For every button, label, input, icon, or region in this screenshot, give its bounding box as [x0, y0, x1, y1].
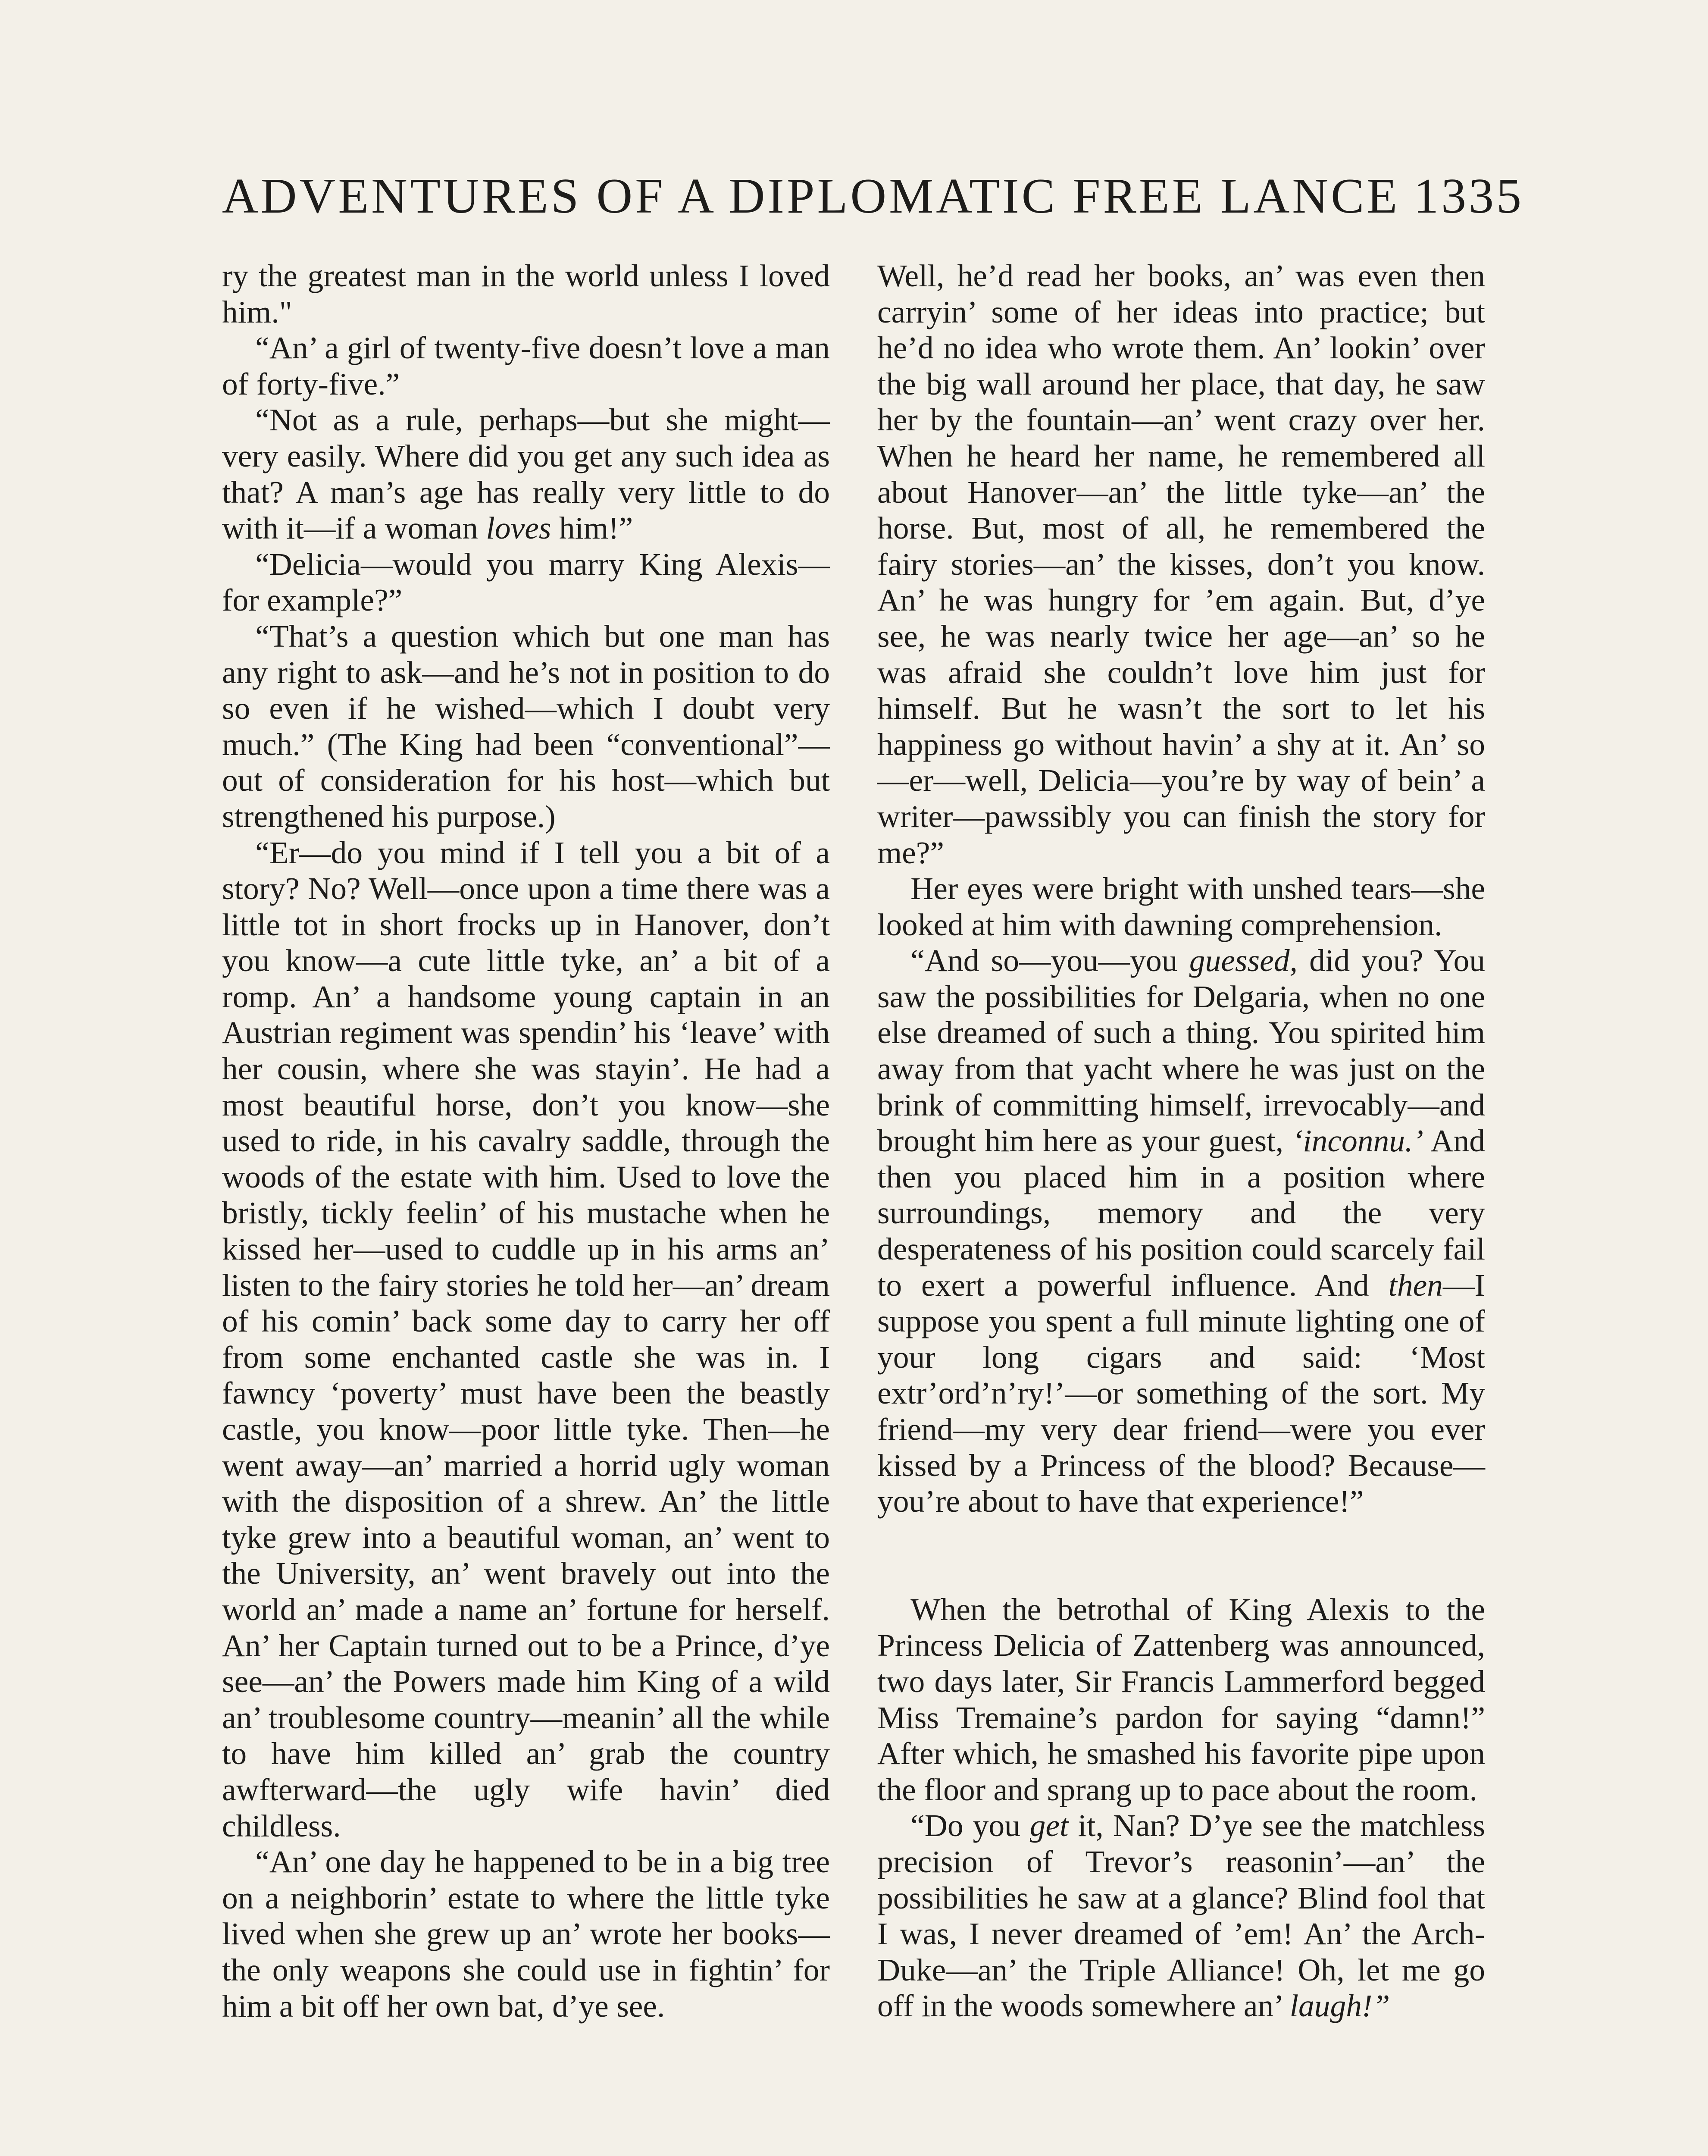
paragraph: Her eyes were bright with unshed tears—she looked at him with dawning comprehension. — [877, 871, 1485, 942]
italic-text: ‘inconnu.’ — [1292, 1123, 1423, 1159]
paragraph: “That’s a question which but one man has any right to ask—and he’s not in position to do so even if he wished—which I doubt very much.” (The King had been “conventional”—out of consideration for his host—which but strengthened his purpose.) — [222, 618, 830, 834]
text-run: him!” — [551, 511, 633, 546]
right-column — [877, 258, 1485, 2024]
paragraph: “An’ a girl of twenty-five doesn’t love a man of forty-five.” — [222, 330, 830, 401]
paragraph: “Er—do you mind if I tell you a bit of a story? No? Well—once upon a time there was a little tot in short frocks up in Hanover, don’t you know—a cute little tyke, an’ a bit of a romp. An’ a handsome young captain in an Austrian regiment was spendin’ his ‘leave’ with her cousin, where she was stayin’. He had a most beautiful horse, don’t you know—she used to ride, in his cavalry saddle, through the woods of the estate with him. Used to love the bristly, tickly feelin’ of his mustache when he kissed her—used to cuddle up in his arms an’ listen to the fairy stories he told her—an’ dream of his comin’ back some day to carry her off from some enchanted castle she was in. I fawncy ‘poverty’ must have been the beastly castle, you know—poor little tyke. Then—he went away—an’ married a horrid ugly woman with the disposition of a shrew. An’ the little tyke grew into a beautiful woman, an’ went to the University, an’ went bravely out into the world an’ made a name an’ fortune for herself. An’ her Captain turned out to be a Prince, d’ye see—an’ the Powers made him King of a wild an’ troublesome country—meanin’ all the while to have him killed an’ grab the country awfterward—the ugly wife havin’ died childless. — [222, 835, 830, 1843]
italic-text: laugh!” — [1289, 1988, 1390, 2024]
italic-text: get — [1029, 1808, 1069, 1843]
paragraph — [877, 1808, 1485, 2024]
text-run: And then you placed him in a position where surroundings, memory and the very desperateness of his position could scarcely fail to exert a powerful influence. And — [877, 1123, 1485, 1303]
page-number: 1335 — [1414, 168, 1524, 224]
text-run: “And so—you—you — [910, 943, 1189, 978]
running-title: ADVENTURES OF A DIPLOMATIC FREE LANCE — [222, 168, 1400, 224]
paragraph: Well, he’d read her books, an’ was even then carryin’ some of her ideas into practice; but he’d no idea who wrote them. An’ lookin’ over the big wall around her place, that day, he saw her by the fountain—an’ went crazy over her. When he heard her name, he remembered all about Hanover—an’ the little tyke—an’ the horse. But, most of all, he remembered the fairy stories—an’ the kisses, don’t you know. An’ he was hungry for ’em again. But, d’ye see, he was nearly twice her age—an’ so he was afraid she couldn’t love him just for himself. But he wasn’t the sort to let his happiness go without havin’ a shy at it. An’ so—er—well, Delicia—you’re by way of bein’ a writer—pawssibly you can finish the story for me?” — [877, 258, 1485, 870]
left-column — [222, 258, 830, 2024]
paragraph — [222, 402, 830, 546]
text-run: —I suppose you spent a full minute lighting one of your long cigars and said: ‘Most extr’ord’n’ry!’—or something of the sort. My friend—my very dear friend—were you ever kissed by a Princess of the blood? Because—you’re about to have that experience!” — [877, 1267, 1485, 1519]
paragraph: “Delicia—would you marry King Alexis—for example?” — [222, 546, 830, 618]
running-header — [222, 164, 1524, 229]
italic-text: guessed, — [1189, 943, 1298, 978]
paragraph: When the betrothal of King Alexis to the Princess Delicia of Zattenberg was announced, two days later, Sir Francis Lammerford begged Miss Tremaine’s pardon for saying “damn!” After which, he smashed his favorite pipe upon the floor and sprang up to pace about the room. — [877, 1592, 1485, 1807]
italic-text: loves — [486, 511, 551, 546]
text-run: “Do you — [910, 1808, 1030, 1843]
paragraph: ry the greatest man in the world unless I loved him." — [222, 258, 830, 329]
paragraph: “An’ one day he happened to be in a big tree on a neighborin’ estate to where the little tyke lived when she grew up an’ wrote her books—the only weapons she could use in fightin’ for him a bit off her own bat, d’ye see. — [222, 1844, 830, 2024]
text-run: did you? You saw the possibilities for Delgaria, when no one else dreamed of such a thing. You spirited him away from that yacht where he was just on the brink of committing himself, irrevocably—and brought him here as your guest, — [877, 943, 1485, 1159]
italic-text: then — [1388, 1267, 1443, 1303]
text-run: it, Nan? D’ye see the matchless precision of Trevor’s reasonin’—an’ the possibilities he saw at a glance? Blind fool that I was, I never dreamed of ’em! An’ the Arch-Duke—an’ the Triple Alliance! Oh, let me go off in the woods somewhere an’ — [877, 1808, 1485, 2024]
text-run: “Not as a rule, perhaps—but she might—very easily. Where did you get any such idea as that? A man’s age has really very little to do with it—if a woman — [222, 402, 830, 546]
paragraph — [877, 943, 1485, 1520]
